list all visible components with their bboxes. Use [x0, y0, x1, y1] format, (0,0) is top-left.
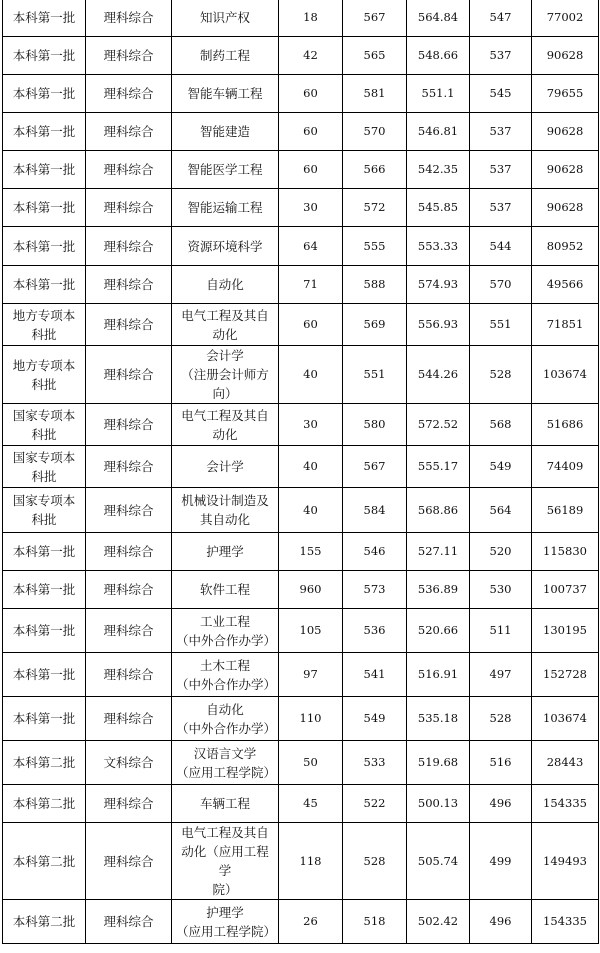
table-row: [3, 75, 599, 113]
major-line: 土木工程: [199, 657, 250, 673]
avg-score-cell: 551.1: [407, 75, 470, 113]
plan-count-cell: 105: [279, 609, 343, 653]
category-cell: 理科综合: [86, 446, 172, 488]
batch-cell: 本科第一批: [3, 653, 86, 697]
major-line: 会计学: [206, 348, 244, 363]
category-cell: 理科综合: [86, 304, 172, 346]
major-line: 制药工程: [199, 48, 250, 63]
min-rank-cell: 56189: [532, 488, 599, 533]
table-row: [3, 823, 599, 900]
major-line: 会计学: [206, 459, 244, 474]
plan-count-cell: 60: [279, 151, 343, 189]
min-score-cell: 547: [470, 0, 532, 37]
table-row: [3, 404, 599, 446]
min-rank-cell: 115830: [532, 533, 599, 571]
major-line: （中外合作办学）: [176, 632, 277, 648]
max-score-cell: 566: [343, 151, 407, 189]
batch-cell: 本科第一批: [3, 151, 86, 189]
table-row: [3, 304, 599, 346]
batch-cell: 本科第一批: [3, 113, 86, 151]
category-cell: 理科综合: [86, 823, 172, 900]
major-cell: [172, 823, 279, 900]
table-row: [3, 609, 599, 653]
plan-count-cell: 45: [279, 785, 343, 823]
category-cell: 理科综合: [86, 653, 172, 697]
major-line: （注册会计师方: [181, 367, 269, 382]
plan-count-cell: 18: [279, 0, 343, 37]
batch-cell: 本科第一批: [3, 37, 86, 75]
batch-cell: 地方专项本科批: [3, 346, 86, 404]
max-score-cell: 569: [343, 304, 407, 346]
avg-score-cell: 502.42: [407, 900, 470, 944]
table-row: [3, 697, 599, 741]
major-line: 机械设计制造及: [181, 493, 269, 508]
major-line: 动化: [212, 426, 238, 442]
min-rank-cell: 149493: [532, 823, 599, 900]
batch-cell: 本科第二批: [3, 823, 86, 900]
avg-score-cell: 544.26: [407, 346, 470, 404]
plan-count-cell: 960: [279, 571, 343, 609]
table-row: [3, 741, 599, 785]
batch-cell: 国家专项本科批: [3, 404, 86, 446]
major-line: 工业工程: [199, 613, 250, 629]
avg-score-cell: 520.66: [407, 609, 470, 653]
min-rank-cell: 79655: [532, 75, 599, 113]
min-rank-cell: 49566: [532, 266, 599, 304]
table-row: [3, 533, 599, 571]
min-score-cell: 537: [470, 151, 532, 189]
plan-count-cell: 97: [279, 653, 343, 697]
max-score-cell: 536: [343, 609, 407, 653]
min-score-cell: 568: [470, 404, 532, 446]
min-score-cell: 497: [470, 653, 532, 697]
plan-count-cell: 60: [279, 304, 343, 346]
major-line: （应用工程学院）: [176, 764, 277, 780]
major-cell: [172, 151, 279, 189]
min-rank-cell: 130195: [532, 609, 599, 653]
plan-count-cell: 71: [279, 266, 343, 304]
major-line: 自动化: [206, 277, 244, 292]
major-line: 向）: [212, 386, 238, 401]
major-cell: [172, 346, 279, 404]
table-row: [3, 113, 599, 151]
major-cell: [172, 304, 279, 346]
avg-score-cell: 564.84: [407, 0, 470, 37]
major-line: 资源环境科学: [187, 238, 263, 254]
category-cell: 理科综合: [86, 0, 172, 37]
major-cell: [172, 0, 279, 37]
major-line: 智能运输工程: [187, 200, 263, 215]
batch-cell: 本科第一批: [3, 75, 86, 113]
category-cell: 理科综合: [86, 227, 172, 266]
major-cell: [172, 697, 279, 741]
major-line: （中外合作办学）: [176, 720, 277, 736]
batch-cell: 国家专项本科批: [3, 446, 86, 488]
min-rank-cell: 154335: [532, 785, 599, 823]
major-cell: [172, 75, 279, 113]
table-row: [3, 266, 599, 304]
batch-cell: 本科第一批: [3, 571, 86, 609]
avg-score-cell: 519.68: [407, 741, 470, 785]
batch-cell: 国家专项本科批: [3, 488, 86, 533]
max-score-cell: 541: [343, 653, 407, 697]
plan-count-cell: 60: [279, 113, 343, 151]
category-cell: 理科综合: [86, 189, 172, 227]
max-score-cell: 555: [343, 227, 407, 266]
table-row: [3, 900, 599, 944]
category-cell: 理科综合: [86, 533, 172, 571]
min-score-cell: 564: [470, 488, 532, 533]
table-row: [3, 446, 599, 488]
min-score-cell: 520: [470, 533, 532, 571]
avg-score-cell: 527.11: [407, 533, 470, 571]
min-score-cell: 551: [470, 304, 532, 346]
major-line: 电气工程及其自: [181, 407, 269, 423]
max-score-cell: 533: [343, 741, 407, 785]
min-rank-cell: 80952: [532, 227, 599, 266]
major-line: （应用工程学院）: [176, 923, 277, 939]
major-cell: [172, 37, 279, 75]
table-row: [3, 151, 599, 189]
batch-cell: 本科第一批: [3, 189, 86, 227]
plan-count-cell: 40: [279, 488, 343, 533]
major-cell: [172, 266, 279, 304]
table-row: [3, 653, 599, 697]
min-score-cell: 528: [470, 697, 532, 741]
plan-count-cell: 118: [279, 823, 343, 900]
major-line: 汉语言文学: [193, 745, 257, 761]
min-rank-cell: 74409: [532, 446, 599, 488]
min-score-cell: 530: [470, 571, 532, 609]
plan-count-cell: 110: [279, 697, 343, 741]
major-cell: [172, 741, 279, 785]
major-line: 智能建造: [199, 124, 250, 139]
min-rank-cell: 90628: [532, 189, 599, 227]
max-score-cell: 522: [343, 785, 407, 823]
avg-score-cell: 535.18: [407, 697, 470, 741]
major-line: 智能车辆工程: [187, 86, 263, 101]
min-rank-cell: 103674: [532, 697, 599, 741]
avg-score-cell: 505.74: [407, 823, 470, 900]
plan-count-cell: 40: [279, 446, 343, 488]
batch-cell: 本科第一批: [3, 533, 86, 571]
min-score-cell: 544: [470, 227, 532, 266]
min-score-cell: 496: [470, 785, 532, 823]
max-score-cell: 528: [343, 823, 407, 900]
max-score-cell: 567: [343, 0, 407, 37]
max-score-cell: 584: [343, 488, 407, 533]
category-cell: 理科综合: [86, 697, 172, 741]
min-score-cell: 537: [470, 113, 532, 151]
max-score-cell: 573: [343, 571, 407, 609]
min-rank-cell: 152728: [532, 653, 599, 697]
table-row: [3, 346, 599, 404]
plan-count-cell: 26: [279, 900, 343, 944]
table-row: [3, 571, 599, 609]
avg-score-cell: 556.93: [407, 304, 470, 346]
major-line: 电气工程及其自: [181, 825, 269, 840]
batch-cell: 本科第一批: [3, 609, 86, 653]
batch-cell: 本科第一批: [3, 697, 86, 741]
avg-score-cell: 553.33: [407, 227, 470, 266]
max-score-cell: 581: [343, 75, 407, 113]
major-line: 电气工程及其自: [181, 307, 269, 323]
min-score-cell: 499: [470, 823, 532, 900]
major-cell: [172, 446, 279, 488]
min-score-cell: 516: [470, 741, 532, 785]
major-line: 软件工程: [199, 582, 250, 597]
max-score-cell: 565: [343, 37, 407, 75]
avg-score-cell: 548.66: [407, 37, 470, 75]
major-cell: [172, 785, 279, 823]
min-score-cell: 496: [470, 900, 532, 944]
plan-count-cell: 40: [279, 346, 343, 404]
major-line: 动化: [212, 326, 238, 342]
batch-cell: 地方专项本科批: [3, 304, 86, 346]
avg-score-cell: 500.13: [407, 785, 470, 823]
min-rank-cell: 90628: [532, 151, 599, 189]
major-line: 院）: [212, 882, 238, 897]
major-cell: [172, 609, 279, 653]
category-cell: 理科综合: [86, 900, 172, 944]
avg-score-cell: 542.35: [407, 151, 470, 189]
major-cell: [172, 404, 279, 446]
avg-score-cell: 546.81: [407, 113, 470, 151]
max-score-cell: 588: [343, 266, 407, 304]
min-score-cell: 537: [470, 37, 532, 75]
batch-cell: 本科第一批: [3, 227, 86, 266]
plan-count-cell: 60: [279, 75, 343, 113]
max-score-cell: 546: [343, 533, 407, 571]
major-cell: [172, 533, 279, 571]
category-cell: 理科综合: [86, 609, 172, 653]
min-score-cell: 528: [470, 346, 532, 404]
category-cell: 理科综合: [86, 488, 172, 533]
category-cell: 理科综合: [86, 37, 172, 75]
min-score-cell: 511: [470, 609, 532, 653]
major-line: 智能医学工程: [187, 162, 263, 177]
max-score-cell: 580: [343, 404, 407, 446]
major-cell: [172, 227, 279, 266]
plan-count-cell: 64: [279, 227, 343, 266]
batch-cell: 本科第一批: [3, 266, 86, 304]
avg-score-cell: 574.93: [407, 266, 470, 304]
category-cell: 理科综合: [86, 151, 172, 189]
major-cell: [172, 900, 279, 944]
max-score-cell: 549: [343, 697, 407, 741]
max-score-cell: 567: [343, 446, 407, 488]
major-line: 自动化: [206, 701, 244, 717]
avg-score-cell: 545.85: [407, 189, 470, 227]
min-rank-cell: 154335: [532, 900, 599, 944]
avg-score-cell: 568.86: [407, 488, 470, 533]
batch-cell: 本科第二批: [3, 900, 86, 944]
table-row: [3, 488, 599, 533]
major-line: 护理学: [206, 544, 244, 559]
min-rank-cell: 28443: [532, 741, 599, 785]
major-cell: [172, 113, 279, 151]
category-cell: 文科综合: [86, 741, 172, 785]
min-rank-cell: 100737: [532, 571, 599, 609]
avg-score-cell: 516.91: [407, 653, 470, 697]
category-cell: 理科综合: [86, 571, 172, 609]
min-score-cell: 537: [470, 189, 532, 227]
plan-count-cell: 30: [279, 189, 343, 227]
batch-cell: 本科第一批: [3, 0, 86, 37]
max-score-cell: 572: [343, 189, 407, 227]
category-cell: 理科综合: [86, 113, 172, 151]
min-rank-cell: 71851: [532, 304, 599, 346]
major-cell: [172, 653, 279, 697]
admission-scores-table: [2, 0, 599, 944]
major-line: 其自动化: [199, 512, 250, 527]
major-line: （中外合作办学）: [176, 676, 277, 692]
category-cell: 理科综合: [86, 75, 172, 113]
major-line: 知识产权: [199, 10, 250, 25]
max-score-cell: 518: [343, 900, 407, 944]
min-score-cell: 545: [470, 75, 532, 113]
table-body: [3, 0, 599, 944]
major-line: 车辆工程: [199, 796, 250, 811]
plan-count-cell: 30: [279, 404, 343, 446]
major-cell: [172, 189, 279, 227]
major-cell: [172, 488, 279, 533]
min-score-cell: 570: [470, 266, 532, 304]
table-row: [3, 227, 599, 266]
category-cell: 理科综合: [86, 785, 172, 823]
table-row: [3, 0, 599, 37]
min-rank-cell: 90628: [532, 113, 599, 151]
min-rank-cell: 77002: [532, 0, 599, 37]
min-rank-cell: 51686: [532, 404, 599, 446]
batch-cell: 本科第二批: [3, 785, 86, 823]
table-row: [3, 37, 599, 75]
table-row: [3, 785, 599, 823]
batch-cell: 本科第二批: [3, 741, 86, 785]
category-cell: 理科综合: [86, 346, 172, 404]
plan-count-cell: 42: [279, 37, 343, 75]
avg-score-cell: 555.17: [407, 446, 470, 488]
category-cell: 理科综合: [86, 404, 172, 446]
max-score-cell: 570: [343, 113, 407, 151]
avg-score-cell: 536.89: [407, 571, 470, 609]
min-score-cell: 549: [470, 446, 532, 488]
min-rank-cell: 103674: [532, 346, 599, 404]
plan-count-cell: 50: [279, 741, 343, 785]
category-cell: 理科综合: [86, 266, 172, 304]
avg-score-cell: 572.52: [407, 404, 470, 446]
major-line: 动化（应用工程学: [181, 844, 269, 878]
major-cell: [172, 571, 279, 609]
table-row: [3, 189, 599, 227]
major-line: 护理学: [206, 904, 244, 920]
min-rank-cell: 90628: [532, 37, 599, 75]
max-score-cell: 551: [343, 346, 407, 404]
plan-count-cell: 155: [279, 533, 343, 571]
